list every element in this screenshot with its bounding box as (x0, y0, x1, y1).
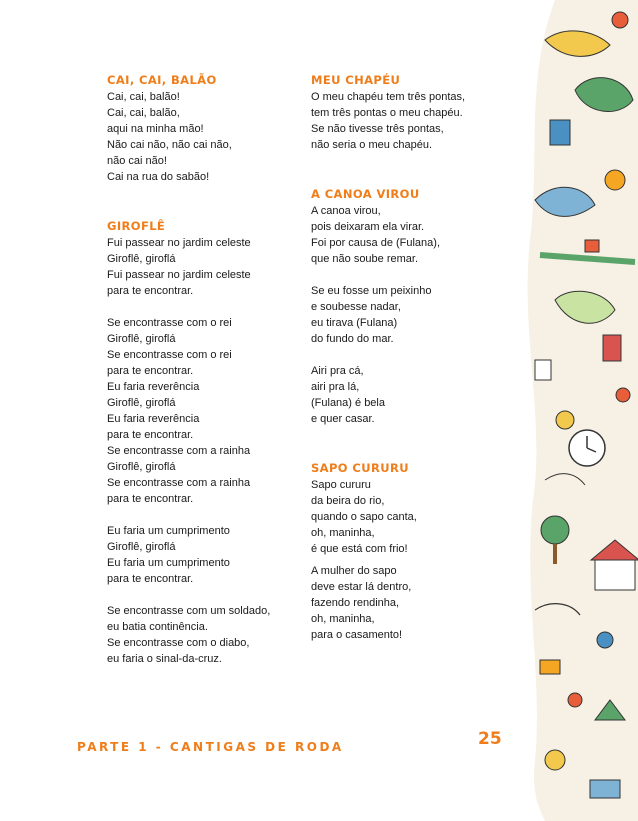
lyric-line: Se encontrasse com o rei (107, 317, 232, 329)
lyric-line: Foi por causa de (Fulana), (311, 237, 441, 249)
lyric-line: para o casamento! (311, 629, 403, 641)
song-title-cai-cai-balao: CAI, CAI, BALÃO (107, 73, 217, 87)
left-column (107, 72, 292, 667)
lyric-line: Cai, cai, balão! (107, 91, 180, 103)
lyric-line: (Fulana) é bela (311, 397, 385, 409)
song-lyrics-a-canoa-virou (311, 203, 511, 427)
lyric-line: eu tirava (Fulana) (311, 317, 398, 329)
song-lyrics-meu-chapeu (311, 89, 511, 153)
lyric-line: Fui passear no jardim celeste (107, 237, 251, 249)
lyric-line: Airi pra cá, (311, 365, 364, 377)
lyric-line: eu batia continência. (107, 621, 208, 633)
lyric-line: tem três pontas o meu chapéu. (311, 107, 463, 119)
song-title-sapo-cururu: SAPO CURURU (311, 461, 409, 475)
page-number: 25 (478, 729, 502, 749)
lyric-line: do fundo do mar. (311, 333, 394, 345)
lyric-line: Eu faria reverência (107, 381, 200, 393)
lyric-line: Se não tivesse três pontas, (311, 123, 444, 135)
lyric-line: Cai, cai, balão, (107, 107, 180, 119)
lyric-line: Se encontrasse com o diabo, (107, 637, 250, 649)
lyric-line: oh, maninha, (311, 527, 375, 539)
lyric-line: A mulher do sapo (311, 565, 397, 577)
lyric-line: fazendo rendinha, (311, 597, 400, 609)
lyric-line: Não cai não, não cai não, (107, 139, 232, 151)
lyric-line: é que está com frio! (311, 543, 408, 555)
song-lyrics-sapo-cururu-verse-2 (311, 563, 511, 643)
lyric-line: Sapo cururu (311, 479, 371, 491)
stanza-break (311, 267, 511, 283)
song-lyrics-girofle (107, 235, 292, 667)
lyric-line: eu faria o sinal-da-cruz. (107, 653, 222, 665)
lyric-line: não seria o meu chapéu. (311, 139, 433, 151)
lyric-line: Eu faria reverência (107, 413, 200, 425)
lyric-line: e quer casar. (311, 413, 375, 425)
lyric-line: Se encontrasse com a rainha (107, 445, 251, 457)
song-title-meu-chapeu: MEU CHAPÉU (311, 73, 401, 87)
section-footer-label: PARTE 1 - CANTIGAS DE RODA (77, 740, 344, 754)
lyric-line: airi pra lá, (311, 381, 360, 393)
lyric-line: Fui passear no jardim celeste (107, 269, 251, 281)
lyric-line: para te encontrar. (107, 493, 194, 505)
decorative-illustration-strip (515, 0, 638, 821)
lyric-line: para te encontrar. (107, 365, 194, 377)
lyric-line: quando o sapo canta, (311, 511, 417, 523)
stanza-break (311, 347, 511, 363)
lyric-line: para te encontrar. (107, 285, 194, 297)
lyric-line: Se encontrasse com o rei (107, 349, 232, 361)
lyric-line: aqui na minha mão! (107, 123, 204, 135)
lyric-line: Giroflê, giroflá (107, 461, 176, 473)
stanza-break (107, 299, 292, 315)
lyric-line: Giroflê, giroflá (107, 397, 176, 409)
song-title-a-canoa-virou: A CANOA VIROU (311, 187, 420, 201)
right-column (311, 72, 511, 643)
lyric-line: oh, maninha, (311, 613, 375, 625)
lyric-line: deve estar lá dentro, (311, 581, 412, 593)
lyric-line: Giroflê, giroflá (107, 541, 176, 553)
lyric-line: para te encontrar. (107, 573, 194, 585)
song-lyrics-sapo-cururu-verse-1 (311, 477, 511, 557)
stanza-break (107, 507, 292, 523)
lyric-line: O meu chapéu tem três pontas, (311, 91, 466, 103)
lyric-line: Giroflê, giroflá (107, 253, 176, 265)
song-title-girofle: GIROFLÊ (107, 219, 166, 233)
lyric-line: Cai na rua do sabão! (107, 171, 210, 183)
lyric-line: Se encontrasse com a rainha (107, 477, 251, 489)
lyric-line: A canoa virou, (311, 205, 381, 217)
lyric-line: da beira do rio, (311, 495, 385, 507)
stanza-break (107, 587, 292, 603)
doodle-illustration (515, 0, 638, 821)
lyric-line: Giroflê, giroflá (107, 333, 176, 345)
lyric-line: não cai não! (107, 155, 167, 167)
lyric-line: Se eu fosse um peixinho (311, 285, 432, 297)
song-lyrics-cai-cai-balao (107, 89, 292, 185)
lyric-line: Se encontrasse com um soldado, (107, 605, 271, 617)
lyric-line: pois deixaram ela virar. (311, 221, 425, 233)
lyric-line: Eu faria um cumprimento (107, 525, 230, 537)
lyric-line: para te encontrar. (107, 429, 194, 441)
lyric-line: que não soube remar. (311, 253, 419, 265)
lyric-line: Eu faria um cumprimento (107, 557, 230, 569)
lyric-line: e soubesse nadar, (311, 301, 401, 313)
